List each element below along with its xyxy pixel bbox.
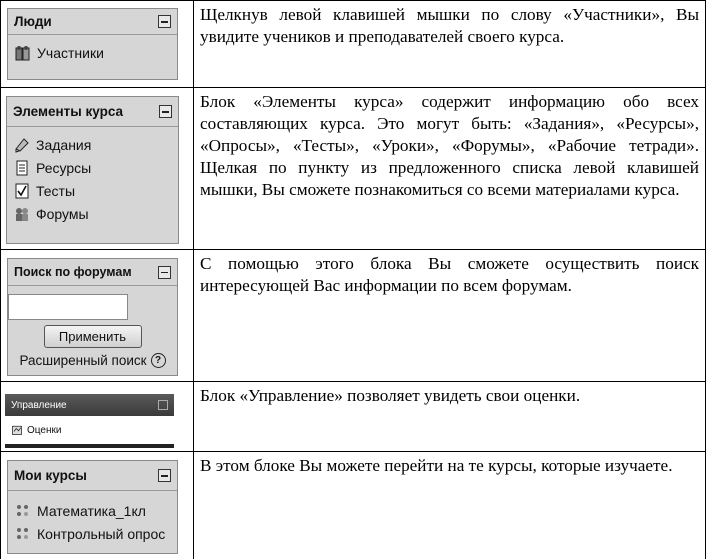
table-row xyxy=(1,452,706,559)
table-row xyxy=(1,88,706,250)
people-block xyxy=(7,8,178,80)
forum-icon xyxy=(14,206,30,222)
grades-link[interactable]: Оценки xyxy=(5,420,174,440)
advanced-search-link[interactable]: Расширенный поиск xyxy=(19,353,147,368)
block-image-cell xyxy=(1,250,194,382)
collapse-icon[interactable] xyxy=(158,469,171,482)
participants-icon xyxy=(15,45,31,61)
collapse-icon[interactable] xyxy=(159,105,172,118)
forums-link[interactable]: Форумы xyxy=(7,202,178,225)
collapse-icon[interactable] xyxy=(158,400,168,410)
apply-button[interactable]: Применить xyxy=(44,325,142,348)
block-image-cell xyxy=(1,88,194,250)
divider xyxy=(5,444,174,448)
description-text: С помощью этого блока Вы сможете осуществить поиск интересующей Вас информации по всем форумам. xyxy=(194,250,706,382)
course-icon xyxy=(15,526,31,542)
course-elements-block xyxy=(6,96,179,244)
block-image-cell xyxy=(1,382,194,452)
course-link[interactable]: Математика_1кл xyxy=(8,499,177,522)
block-title: Управление xyxy=(11,399,67,411)
block-title: Поиск по форумам xyxy=(14,265,132,279)
description-text: Блок «Элементы курса» содержит информацию обо всех составляющих курса. Это могут быть: «Задания», «Ресурсы», «Опросы», «Тесты», «Уроки», «Форумы», «Рабочие тетради». Щелкая по пункту из предложенного списка левой клавишей мышки, Вы сможете познакомиться со всеми материалами курса. xyxy=(194,88,706,250)
description-text: Щелкнув левой клавишей мышки по слову «Участники», Вы увидите учеников и преподавателей своего курса. xyxy=(194,1,706,88)
block-image-cell xyxy=(1,1,194,88)
forum-search-input[interactable] xyxy=(8,294,128,320)
collapse-icon[interactable] xyxy=(158,266,171,279)
table-row xyxy=(1,382,706,452)
block-title: Мои курсы xyxy=(14,468,87,483)
block-title: Люди xyxy=(14,14,52,29)
forum-search-block xyxy=(7,258,178,376)
participants-link[interactable]: Участники xyxy=(8,41,177,64)
block-title: Элементы курса xyxy=(13,104,124,119)
help-icon[interactable]: ? xyxy=(151,353,166,368)
grades-icon xyxy=(11,424,23,436)
description-text: Блок «Управление» позволяет увидеть свои оценки. xyxy=(194,382,706,452)
table-row xyxy=(1,1,706,88)
my-courses-block xyxy=(7,460,178,554)
collapse-icon[interactable] xyxy=(158,15,171,28)
table-row xyxy=(1,250,706,382)
course-link[interactable]: Контрольный опрос xyxy=(8,522,177,545)
block-image-cell xyxy=(1,452,194,559)
course-icon xyxy=(15,503,31,519)
quiz-icon xyxy=(14,183,30,199)
assignment-icon xyxy=(14,137,30,153)
resource-icon xyxy=(14,160,30,176)
assignments-link[interactable]: Задания xyxy=(7,133,178,156)
quizzes-link[interactable]: Тесты xyxy=(7,179,178,202)
administration-block xyxy=(5,394,174,444)
description-text: В этом блоке Вы можете перейти на те курсы, которые изучаете. xyxy=(194,452,706,559)
resources-link[interactable]: Ресурсы xyxy=(7,156,178,179)
